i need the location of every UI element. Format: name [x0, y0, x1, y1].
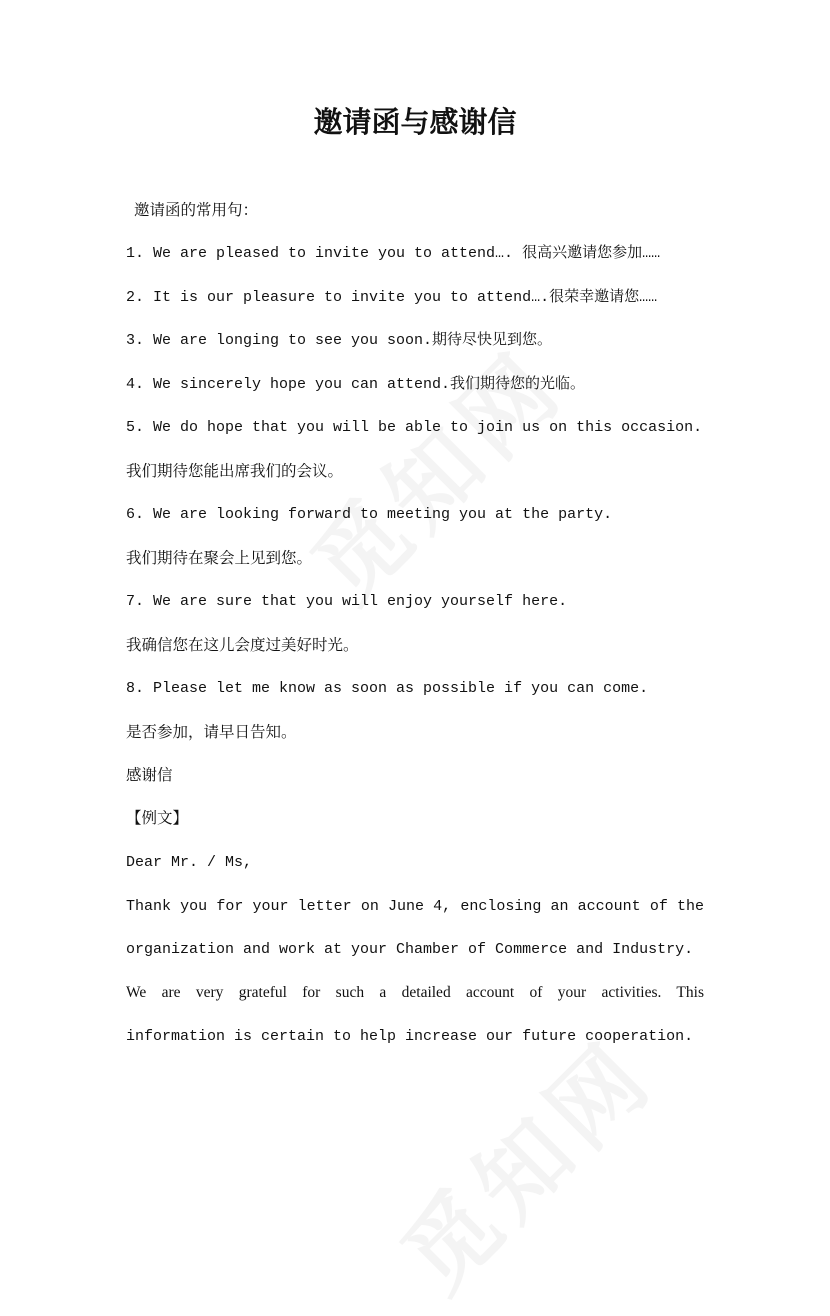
sentence-8: 8. Please let me know as soon as possible if you can come.: [126, 680, 649, 697]
letter-greeting: Dear Mr. / Ms,: [126, 854, 253, 871]
document-title: 邀请函与感谢信: [313, 105, 517, 139]
sentence-8-translation: 是否参加，请早日告知。: [126, 724, 297, 741]
letter-paragraph-1-line-1: Thank you for your letter on June 4, enclosing an account of the: [126, 898, 704, 915]
sentence-5-translation: 我们期待您能出席我们的会议。: [126, 463, 344, 480]
sentence-7: 7. We are sure that you will enjoy yourself here.: [126, 593, 568, 610]
sentence-3: 3. We are longing to see you soon.期待尽快见到您。: [126, 332, 553, 349]
letter-paragraph-2-line-1: We are very grateful for such a detailed account of your activities. This: [126, 984, 704, 1001]
sentence-4: 4. We sincerely hope you can attend.我们期待您的光临。: [126, 376, 586, 393]
sentence-5: 5. We do hope that you will be able to join us on this occasion.: [126, 419, 703, 436]
letter-paragraph-2-line-2: information is certain to help increase our future cooperation.: [126, 1028, 694, 1045]
sentence-6-translation: 我们期待在聚会上见到您。: [126, 550, 313, 567]
watermark: [368, 1006, 678, 1316]
thanks-heading: 感谢信: [126, 767, 173, 784]
letter-paragraph-1-line-2: organization and work at your Chamber of Commerce and Industry.: [126, 941, 694, 958]
sentence-1: 1. We are pleased to invite you to attend…. 很高兴邀请您参加……: [126, 245, 661, 262]
sentence-7-translation: 我确信您在这儿会度过美好时光。: [126, 637, 359, 654]
sentence-2: 2. It is our pleasure to invite you to attend….很荣幸邀请您……: [126, 289, 658, 306]
example-label: 【例文】: [126, 810, 189, 827]
section-heading: 邀请函的常用句：: [134, 202, 259, 219]
sentence-6: 6. We are looking forward to meeting you at the party.: [126, 506, 613, 523]
